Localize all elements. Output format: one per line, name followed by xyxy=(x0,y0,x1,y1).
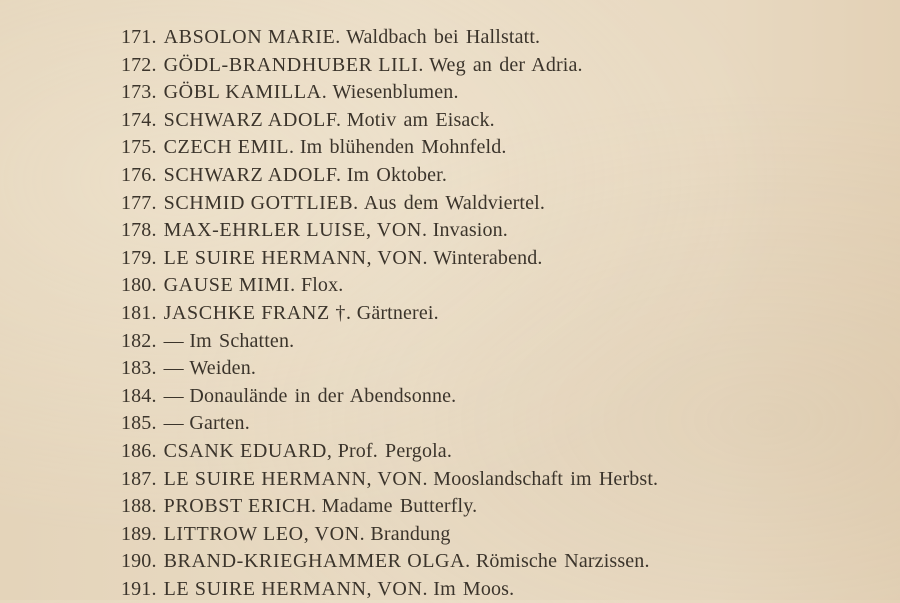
catalog-entry xyxy=(121,52,658,80)
catalog-entry xyxy=(121,300,658,328)
catalog-entry xyxy=(121,190,658,218)
catalog-entry xyxy=(121,79,658,107)
entry-artist: — xyxy=(163,384,185,407)
entry-number: 181. xyxy=(121,301,157,324)
entry-title: Aus dem Waldviertel. xyxy=(363,191,546,214)
entry-title: Prof. Pergola. xyxy=(337,439,452,462)
entry-number: 188. xyxy=(121,495,157,518)
entry-artist: GÖBL KAMILLA. xyxy=(163,81,328,104)
entry-artist: LE SUIRE HERMANN, VON. xyxy=(163,577,429,600)
entry-title: Donaulände in der Abendsonne. xyxy=(189,384,457,407)
entry-title: Garten. xyxy=(189,412,250,435)
entry-title: Invasion. xyxy=(432,219,508,242)
entry-artist: PROBST ERICH. xyxy=(163,495,317,518)
entry-number: 184. xyxy=(121,384,157,407)
entry-artist: GÖDL-BRANDHUBER LILI. xyxy=(163,53,424,76)
catalog-entry xyxy=(121,272,658,300)
catalog-entry xyxy=(121,107,658,135)
catalog-entry xyxy=(121,134,658,162)
catalog-entry xyxy=(121,328,658,356)
entry-number: 177. xyxy=(121,191,157,214)
entry-number: 189. xyxy=(121,522,157,545)
entry-artist: CSANK EDUARD, xyxy=(163,439,333,462)
entry-number: 180. xyxy=(121,274,157,297)
entry-number: 187. xyxy=(121,467,157,490)
catalog-entry xyxy=(121,245,658,273)
catalog-entry xyxy=(121,466,658,494)
entry-number: 183. xyxy=(121,357,157,380)
entry-number: 172. xyxy=(121,53,157,76)
entry-number: 185. xyxy=(121,412,157,435)
entry-artist: SCHWARZ ADOLF. xyxy=(163,163,342,186)
entry-artist: JASCHKE FRANZ †. xyxy=(163,301,352,324)
entry-number: 173. xyxy=(121,81,157,104)
entry-title: Weiden. xyxy=(189,357,257,380)
entry-artist: LE SUIRE HERMANN, VON. xyxy=(163,467,429,490)
entry-title: Wiesenblumen. xyxy=(332,81,459,104)
catalog-entry xyxy=(121,438,658,466)
entry-title: Im blühenden Mohnfeld. xyxy=(299,136,507,159)
entry-title: Mooslandschaft im Herbst. xyxy=(433,467,659,490)
entry-title: Waldbach bei Hallstatt. xyxy=(346,26,541,48)
entry-title: Winterabend. xyxy=(433,246,543,269)
entry-artist: LE SUIRE HERMANN, VON. xyxy=(163,246,429,269)
entry-title: Im Schatten. xyxy=(189,329,295,352)
entry-title: Flox. xyxy=(300,274,344,297)
entry-number: 174. xyxy=(121,108,157,131)
entry-artist: BRAND-KRIEGHAMMER OLGA. xyxy=(163,550,471,573)
entry-artist: — xyxy=(163,357,185,380)
catalog-entry xyxy=(121,576,658,603)
entry-number: 190. xyxy=(121,550,157,573)
entry-artist: ABSOLON MARIE. xyxy=(163,26,341,48)
entry-number: 176. xyxy=(121,163,157,186)
catalog-entry xyxy=(121,410,658,438)
entry-title: Im Oktober. xyxy=(346,163,448,186)
catalog-entry xyxy=(121,24,658,52)
catalog-entry xyxy=(121,493,658,521)
entry-artist: — xyxy=(163,412,185,435)
catalog-entry xyxy=(121,355,658,383)
entry-number: 191. xyxy=(121,577,157,600)
catalog-entry xyxy=(121,548,658,576)
entry-artist: LITTROW LEO, VON. xyxy=(163,522,366,545)
catalog-entry xyxy=(121,162,658,190)
catalog-entry xyxy=(121,521,658,549)
entry-artist: — xyxy=(163,329,185,352)
catalog-entry xyxy=(121,217,658,245)
entry-number: 179. xyxy=(121,246,157,269)
entry-number: 182. xyxy=(121,329,157,352)
entry-title: Motiv am Eisack. xyxy=(346,108,495,131)
entry-title: Madame Butterfly. xyxy=(321,495,478,518)
entry-artist: MAX-EHRLER LUISE, VON. xyxy=(163,219,428,242)
entry-title: Weg an der Adria. xyxy=(429,53,583,76)
entry-number: 175. xyxy=(121,136,157,159)
entry-title: Gärtnerei. xyxy=(356,301,439,324)
entry-artist: SCHMID GOTTLIEB. xyxy=(163,191,359,214)
entry-title: Römische Narzissen. xyxy=(475,550,650,573)
entry-number: 171. xyxy=(121,26,157,48)
catalog-entry-list xyxy=(121,24,658,603)
entry-artist: SCHWARZ ADOLF. xyxy=(163,108,342,131)
entry-artist: CZECH EMIL. xyxy=(163,136,295,159)
entry-artist: GAUSE MIMI. xyxy=(163,274,296,297)
entry-title: Im Moos. xyxy=(433,577,515,600)
catalog-entry xyxy=(121,383,658,411)
entry-title: Brandung xyxy=(370,522,451,545)
entry-number: 178. xyxy=(121,219,157,242)
entry-number: 186. xyxy=(121,439,157,462)
